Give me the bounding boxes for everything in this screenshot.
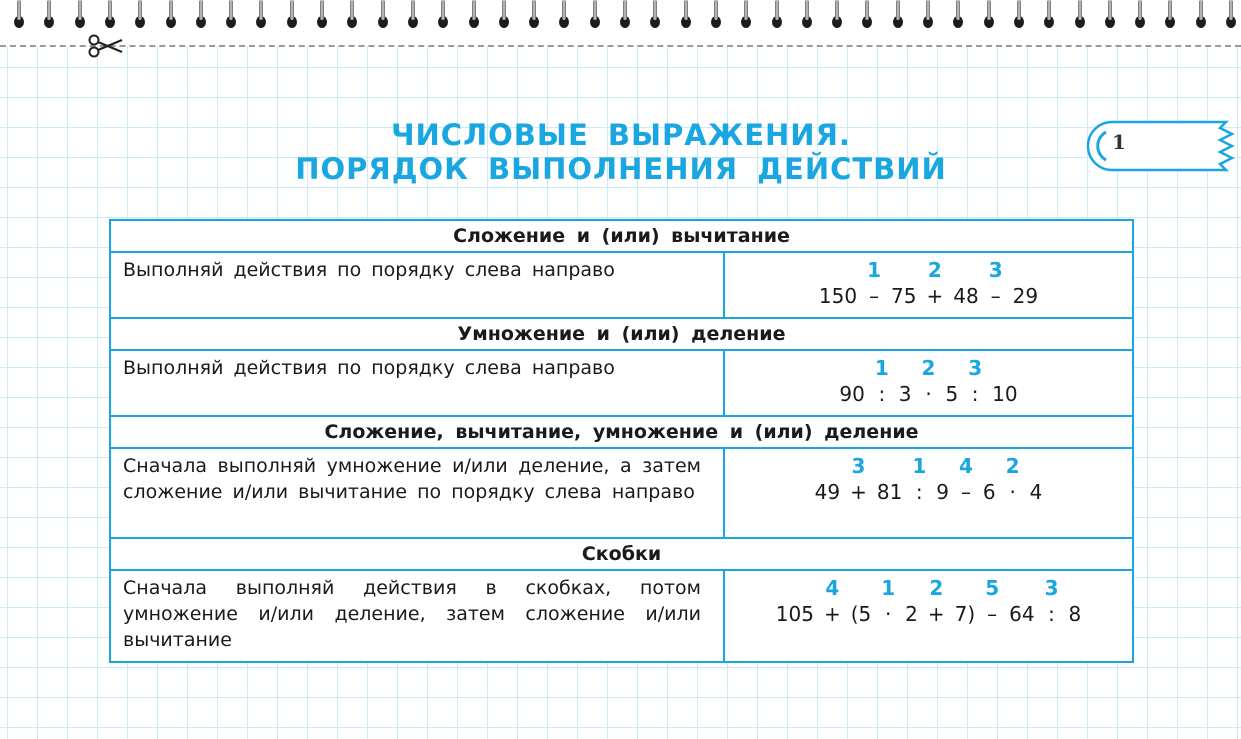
- expression-column: [1004, 575, 1039, 627]
- expression-operator: :: [1048, 602, 1055, 626]
- expression-operator: :: [971, 382, 979, 406]
- binding-ring-icon: [862, 0, 872, 34]
- section-header: [110, 220, 1133, 252]
- expression-column: [876, 575, 900, 627]
- expression-column: [963, 355, 987, 407]
- expression-column: [978, 453, 1001, 505]
- expression-number: 105: [775, 602, 814, 626]
- expression-column: [980, 575, 1004, 627]
- expression-operator: ·: [925, 382, 932, 406]
- expression-number: 64: [1009, 602, 1035, 626]
- action-order-number: [1004, 575, 1039, 601]
- page-number: 1: [1112, 130, 1126, 154]
- binding-ring-icon: [650, 0, 660, 34]
- action-order-number: [1025, 453, 1048, 479]
- expression-operator: –: [987, 602, 998, 626]
- binding-ring-icon: [1165, 0, 1175, 34]
- expression-operator: +: [850, 480, 867, 504]
- expression-column: [907, 453, 931, 505]
- binding-ring-icon: [196, 0, 206, 34]
- binding-ring-icon: [681, 0, 691, 34]
- action-order-number: [987, 355, 1022, 381]
- binding-ring-icon: [590, 0, 600, 34]
- expression-operator: :: [878, 382, 886, 406]
- section-header: [110, 318, 1133, 350]
- section-heading: Умножение и (или) деление: [110, 318, 1133, 350]
- expression-column: [846, 575, 877, 627]
- page-title: [110, 118, 1132, 186]
- action-order-number: 5: [985, 576, 1000, 600]
- expression-column: [931, 453, 954, 505]
- binding-ring-icon: [287, 0, 297, 34]
- action-order-number: 2: [927, 258, 942, 282]
- binding-ring-icon: [802, 0, 812, 34]
- expression-column: [886, 257, 921, 309]
- binding-ring-icon: [620, 0, 630, 34]
- binding-ring-icon: [923, 0, 933, 34]
- rule-row: [110, 448, 1133, 538]
- expression-number: 8: [1068, 602, 1082, 626]
- section-heading: Сложение и (или) вычитание: [110, 220, 1133, 252]
- action-order-number: 3: [988, 258, 1003, 282]
- binding-ring-icon: [438, 0, 448, 34]
- expression-column: [819, 575, 846, 627]
- action-order-number: 3: [968, 356, 983, 380]
- action-order-number: 2: [1005, 454, 1020, 478]
- expression-number: 2: [905, 602, 918, 626]
- title-line-2: ПОРЯДОК ВЫПОЛНЕНИЯ ДЕЙСТВИЙ: [295, 152, 947, 186]
- binding-ring-icon: [772, 0, 782, 34]
- expression-column: [771, 575, 819, 627]
- cut-line: [0, 45, 1241, 47]
- expression-number: 3: [898, 382, 912, 406]
- action-order-number: 3: [851, 454, 866, 478]
- expression-operator: –: [960, 480, 971, 504]
- expression-column: [862, 257, 886, 309]
- expression-column: [1025, 453, 1048, 505]
- expression-column: [984, 257, 1008, 309]
- expression-column: [1064, 575, 1087, 627]
- example-expression: [724, 570, 1133, 662]
- section-heading: Сложение, вычитание, умножение и (или) деление: [110, 416, 1133, 448]
- expression-column: [814, 257, 862, 309]
- binding-ring-icon: [984, 0, 994, 34]
- binding-ring-icon: [832, 0, 842, 34]
- expression-number: 49: [814, 480, 841, 504]
- rule-text: Сначала выполняй действия в скобках, потом умножение и/или деление, затем сложение и/или вычитание: [110, 570, 724, 662]
- section-header: [110, 538, 1133, 570]
- binding-ring-icon: [499, 0, 509, 34]
- expression-column: [870, 355, 894, 407]
- action-order-number: [931, 453, 954, 479]
- expression-column: [845, 453, 872, 505]
- expression-column: [917, 355, 941, 407]
- expression-number: 90: [839, 382, 865, 406]
- binding-ring-icon: [893, 0, 903, 34]
- expression-number: 81: [876, 480, 903, 504]
- expression-column: [900, 575, 923, 627]
- example-expression: [724, 448, 1133, 538]
- action-order-number: [978, 453, 1001, 479]
- expression-column: [987, 355, 1022, 407]
- example-expression: [724, 350, 1133, 416]
- binding-ring-icon: [1014, 0, 1024, 34]
- expression-operator: +: [926, 284, 944, 308]
- section-header: [110, 416, 1133, 448]
- action-order-number: 1: [881, 576, 896, 600]
- expression-column: [894, 355, 917, 407]
- rule-text: Выполняй действия по порядку слева направо: [110, 350, 724, 416]
- expression-column: [921, 257, 948, 309]
- binding-ring-icon: [559, 0, 569, 34]
- action-order-number: [846, 575, 877, 601]
- expression-column: [948, 257, 983, 309]
- binding-ring-icon: [378, 0, 388, 34]
- binding-ring-icon: [135, 0, 145, 34]
- action-order-number: 2: [921, 356, 936, 380]
- binding-ring-icon: [226, 0, 236, 34]
- action-order-number: 3: [1044, 576, 1059, 600]
- rule-row: [110, 570, 1133, 662]
- section-heading: Скобки: [110, 538, 1133, 570]
- binding-ring-icon: [75, 0, 85, 34]
- expression-operator: –: [990, 284, 1001, 308]
- binding-ring-icon: [14, 0, 24, 34]
- action-order-number: [814, 257, 862, 283]
- title-line-1: ЧИСЛОВЫЕ ВЫРАЖЕНИЯ.: [391, 118, 851, 152]
- action-order-number: [1008, 257, 1043, 283]
- expression-number: 75: [891, 284, 917, 308]
- scissors-icon: [86, 32, 126, 60]
- binding-ring-icon: [953, 0, 963, 34]
- rule-row: [110, 252, 1133, 318]
- expression-number: 7): [954, 602, 976, 626]
- binding-ring-icon: [1044, 0, 1054, 34]
- expression-column: [834, 355, 869, 407]
- expression-operator: +: [927, 602, 945, 626]
- expression-number: 150: [818, 284, 858, 308]
- expression-column: [950, 575, 981, 627]
- binding-ring-icon: [529, 0, 539, 34]
- action-order-number: [1064, 575, 1087, 601]
- expression-number: (5: [850, 602, 872, 626]
- expression-number: 6: [982, 480, 996, 504]
- action-order-number: [948, 257, 983, 283]
- action-order-number: [810, 453, 845, 479]
- binding-ring-icon: [741, 0, 751, 34]
- expression-column: [810, 453, 845, 505]
- expression-column: [923, 575, 950, 627]
- action-order-number: 1: [912, 454, 927, 478]
- action-order-number: 1: [867, 258, 882, 282]
- expression-column: [954, 453, 978, 505]
- action-order-number: [872, 453, 907, 479]
- expression-column: [1040, 575, 1064, 627]
- action-order-number: 1: [874, 356, 889, 380]
- expression-number: 9: [936, 480, 949, 504]
- binding-ring-icon: [408, 0, 418, 34]
- expression-operator: ·: [1009, 480, 1016, 504]
- binding-ring-icon: [1135, 0, 1145, 34]
- binding-ring-icon: [256, 0, 266, 34]
- action-order-number: 4: [959, 454, 973, 478]
- action-order-number: 4: [825, 576, 840, 600]
- binding-ring-icon: [711, 0, 721, 34]
- rules-table: [109, 219, 1134, 663]
- binding-ring-icon: [44, 0, 54, 34]
- expression-operator: +: [823, 602, 841, 626]
- spiral-binding: [0, 0, 1241, 46]
- binding-ring-icon: [469, 0, 479, 34]
- action-order-number: 2: [929, 576, 944, 600]
- expression-column: [940, 355, 963, 407]
- action-order-number: [894, 355, 917, 381]
- action-order-number: [940, 355, 963, 381]
- action-order-number: [886, 257, 921, 283]
- expression-column: [872, 453, 907, 505]
- expression-column: [1001, 453, 1025, 505]
- expression-number: 48: [953, 284, 979, 308]
- binding-ring-icon: [1226, 0, 1236, 34]
- expression-number: 5: [945, 382, 959, 406]
- example-expression: [724, 252, 1133, 318]
- expression-operator: ·: [885, 602, 892, 626]
- action-order-number: [950, 575, 981, 601]
- rule-text: Сначала выполняй умножение и/или деление, а затем сложение и/или вычитание по порядку слева направо: [110, 448, 724, 538]
- action-order-number: [771, 575, 819, 601]
- expression-number: 4: [1029, 480, 1043, 504]
- expression-operator: :: [915, 480, 923, 504]
- binding-ring-icon: [1196, 0, 1206, 34]
- binding-ring-icon: [1075, 0, 1085, 34]
- action-order-number: [834, 355, 869, 381]
- binding-ring-icon: [1105, 0, 1115, 34]
- binding-ring-icon: [317, 0, 327, 34]
- action-order-number: [900, 575, 923, 601]
- expression-number: 29: [1012, 284, 1039, 308]
- binding-ring-icon: [347, 0, 357, 34]
- rule-text: Выполняй действия по порядку слева направо: [110, 252, 724, 318]
- binding-ring-icon: [166, 0, 176, 34]
- expression-number: 10: [992, 382, 1018, 406]
- rule-row: [110, 350, 1133, 416]
- expression-operator: –: [869, 284, 880, 308]
- expression-column: [1008, 257, 1043, 309]
- binding-ring-icon: [105, 0, 115, 34]
